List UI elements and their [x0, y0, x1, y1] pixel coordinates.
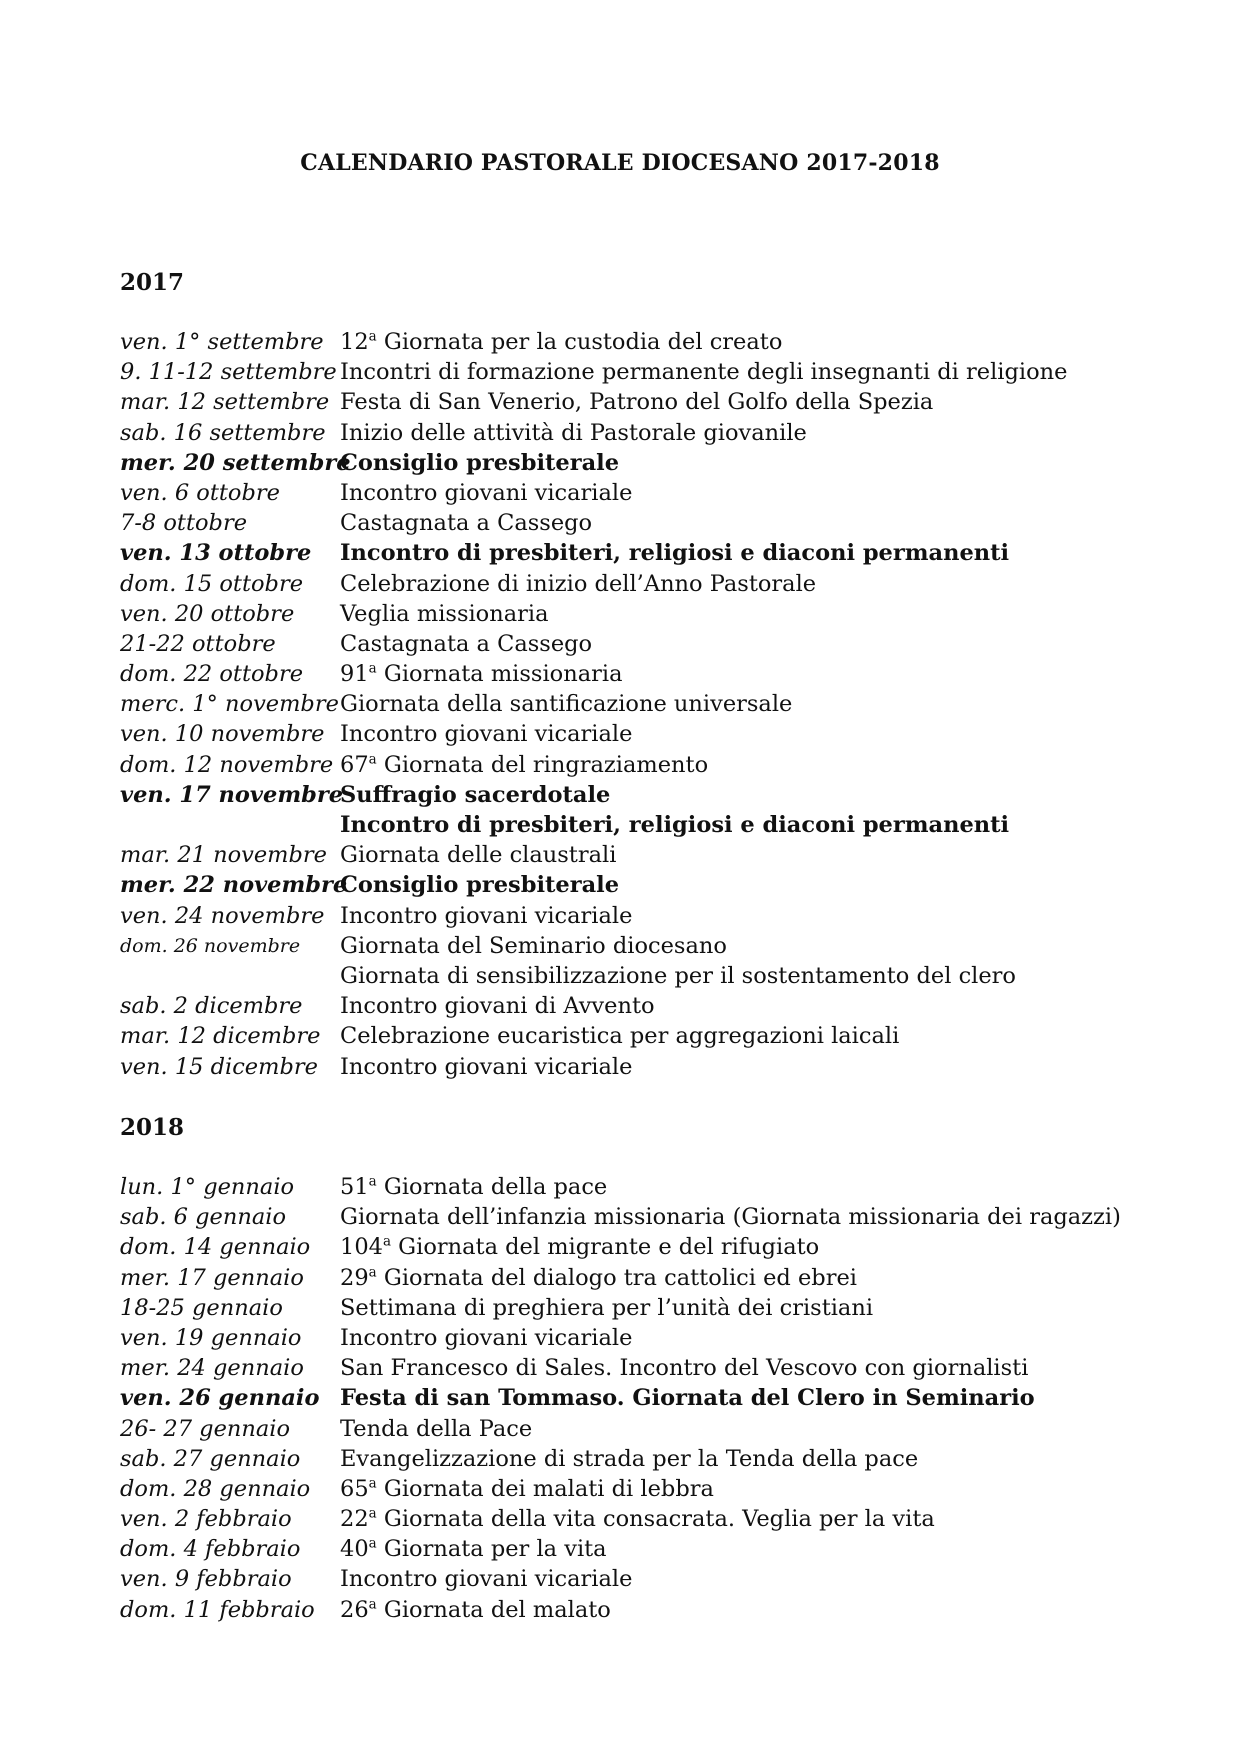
entry-date: merc. 1° novembre: [120, 691, 339, 718]
calendar-entry: [120, 1172, 1130, 1202]
calendar-entry: [120, 689, 1130, 719]
entry-date: dom. 11 febbraio: [120, 1596, 315, 1623]
calendar-entry: [120, 780, 1130, 810]
entry-ordinal-suffix: a: [382, 1233, 392, 1250]
calendar-entry: [120, 1232, 1130, 1262]
entry-date: ven. 24 novembre: [120, 902, 325, 929]
entry-date: ven. 6 ottobre: [120, 479, 280, 506]
entry-event: [340, 659, 1130, 689]
entry-event-text: Celebrazione eucaristica per aggregazioni laicali: [340, 1023, 900, 1050]
entry-event: [340, 1263, 1130, 1293]
entry-date: dom. 28 gennaio: [120, 1475, 311, 1502]
entry-event-text: Incontro giovani di Avvento: [340, 993, 655, 1020]
entry-event-text: Giornata missionaria: [376, 661, 623, 688]
entry-event-text: Incontro di presbiteri, religiosi e diaconi permanenti: [340, 540, 1010, 567]
entry-date: 21-22 ottobre: [120, 630, 276, 657]
calendar-entry: [120, 327, 1130, 357]
entry-ordinal: 91: [340, 661, 369, 688]
entry-event: [340, 1504, 1130, 1534]
entry-date: sab. 6 gennaio: [120, 1204, 286, 1231]
entry-event-text: San Francesco di Sales. Incontro del Vescovo con giornalisti: [340, 1355, 1029, 1382]
entry-event: [340, 1293, 1130, 1323]
calendar-entry: [120, 1474, 1130, 1504]
entry-event: [340, 478, 1130, 508]
entry-ordinal: 12: [340, 329, 369, 355]
calendar-entry: [120, 659, 1130, 689]
calendar-entry: [120, 1564, 1130, 1594]
calendar-entry: [120, 991, 1130, 1021]
entry-event: [340, 780, 1130, 810]
calendar-entry: [120, 1202, 1130, 1232]
entry-event-text: Giornata della vita consacrata. Veglia per la vita: [376, 1506, 935, 1533]
calendar-entry: [120, 870, 1130, 900]
entry-event-text: Incontro giovani vicariale: [340, 1324, 633, 1351]
entry-date: dom. 15 ottobre: [120, 570, 304, 597]
entry-ordinal-suffix: a: [368, 1264, 377, 1281]
entry-date: dom. 4 febbraio: [120, 1536, 301, 1563]
entry-ordinal-suffix: a: [368, 328, 377, 345]
entry-event-text: Incontro di presbiteri, religiosi e diaconi permanenti: [340, 812, 1010, 838]
entry-date: mer. 24 gennaio: [120, 1355, 304, 1382]
year-section-2018: [120, 1113, 1130, 1625]
entry-date: ven. 20 ottobre: [120, 600, 295, 627]
calendar-list: [120, 1172, 1130, 1625]
calendar-entry: [120, 719, 1130, 749]
entry-date: mer. 22 novembre: [120, 872, 348, 899]
calendar-entry: [120, 508, 1130, 538]
calendar-entry: [120, 418, 1130, 448]
entry-event: [340, 538, 1130, 568]
calendar-entry: [120, 750, 1130, 780]
entry-event-text: Giornata del ringraziamento: [376, 751, 709, 778]
calendar-entry: [120, 1353, 1130, 1383]
entry-event-text: Festa di san Tommaso. Giornata del Clero in Seminario: [340, 1385, 1035, 1412]
entry-event-text: Evangelizzazione di strada per la Tenda della pace: [340, 1445, 919, 1472]
entry-event-text: Incontri di formazione permanente degli insegnanti di religione: [340, 359, 1068, 386]
entry-date: mar. 12 settembre: [120, 389, 330, 416]
entry-event: [340, 1232, 1130, 1262]
entry-event: [340, 689, 1130, 719]
entry-date: 18-25 gennaio: [120, 1294, 283, 1321]
entry-ordinal: 40: [340, 1536, 369, 1563]
entry-event: [340, 569, 1130, 599]
calendar-entry: [120, 478, 1130, 508]
entry-event: [340, 1595, 1130, 1625]
entry-event: [340, 870, 1130, 900]
entry-ordinal: 104: [340, 1234, 383, 1261]
year-heading: 2017: [120, 269, 185, 296]
calendar-entry: [120, 569, 1130, 599]
entry-date: ven. 13 ottobre: [120, 540, 312, 567]
entry-ordinal: 67: [340, 751, 369, 778]
entry-date: [120, 810, 340, 840]
entry-event: [340, 327, 1130, 357]
entry-ordinal-suffix: a: [368, 751, 377, 768]
entry-event: [340, 750, 1130, 780]
entry-date: [120, 961, 340, 991]
entry-date: dom. 14 gennaio: [120, 1234, 311, 1261]
entry-event: [340, 1323, 1130, 1353]
entry-event: [340, 1444, 1130, 1474]
entry-event: [340, 1172, 1130, 1202]
entry-event-text: Giornata del malato: [376, 1596, 611, 1623]
entry-event-text: Celebrazione di inizio dell’Anno Pastorale: [340, 570, 817, 597]
entry-event: [340, 961, 1130, 991]
calendar-entry: [120, 1534, 1130, 1564]
entry-date: ven. 9 febbraio: [120, 1566, 292, 1593]
entry-date: ven. 10 novembre: [120, 721, 325, 748]
calendar-entry: [120, 357, 1130, 387]
calendar-entry: [120, 931, 1130, 961]
entry-date: ven. 15 dicembre: [120, 1053, 318, 1080]
year-heading: 2018: [120, 1114, 185, 1141]
calendar-entry: [120, 629, 1130, 659]
entry-event: [340, 1414, 1130, 1444]
entry-event: [340, 1564, 1130, 1594]
calendar-entry: [120, 840, 1130, 870]
entry-event-text: Giornata dei malati di lebbra: [376, 1475, 714, 1502]
entry-date: mer. 20 settembre: [120, 449, 351, 476]
entry-event-text: Suffragio sacerdotale: [340, 781, 611, 808]
calendar-entry: [120, 1414, 1130, 1444]
entry-event-text: Giornata per la vita: [376, 1536, 607, 1563]
entry-event: [340, 991, 1130, 1021]
calendar-entry: [120, 810, 1130, 840]
calendar-entry: [120, 448, 1130, 478]
entry-event: [340, 387, 1130, 417]
entry-ordinal-suffix: a: [368, 1475, 377, 1492]
entry-ordinal: 26: [340, 1596, 369, 1623]
entry-event-text: Giornata per la custodia del creato: [376, 329, 783, 355]
entry-event: [340, 418, 1130, 448]
calendar-entry: [120, 1323, 1130, 1353]
entry-date: mar. 21 novembre: [120, 842, 327, 869]
entry-ordinal: 51: [340, 1174, 369, 1200]
calendar-entry: [120, 1444, 1130, 1474]
calendar-entry: [120, 901, 1130, 931]
entry-event-text: Festa di San Venerio, Patrono del Golfo della Spezia: [340, 389, 934, 416]
calendar-entry: [120, 1021, 1130, 1051]
entry-date: ven. 26 gennaio: [120, 1385, 320, 1412]
entry-event: [340, 901, 1130, 931]
calendar-entry: [120, 1052, 1130, 1082]
entry-event-text: Giornata della santificazione universale: [340, 691, 793, 718]
entry-ordinal-suffix: a: [368, 1505, 377, 1522]
entry-event-text: Inizio delle attività di Pastorale giovanile: [340, 419, 807, 446]
entry-ordinal-suffix: a: [368, 660, 377, 677]
entry-event-text: Giornata della pace: [376, 1174, 608, 1200]
entry-event-text: Incontro giovani vicariale: [340, 721, 633, 748]
entry-event: [340, 1353, 1130, 1383]
calendar-entry: [120, 1595, 1130, 1625]
calendar-entry: [120, 961, 1130, 991]
calendar-list: [120, 327, 1130, 1082]
entry-date: 7-8 ottobre: [120, 510, 248, 537]
entry-date: mar. 12 dicembre: [120, 1023, 321, 1050]
document-title: CALENDARIO PASTORALE DIOCESANO 2017-2018: [300, 150, 940, 176]
entry-date: ven. 1° settembre: [120, 329, 324, 355]
entry-date: sab. 16 settembre: [120, 419, 326, 446]
entry-event: [340, 1383, 1130, 1413]
entry-event-text: Incontro giovani vicariale: [340, 1566, 633, 1593]
calendar-entry: [120, 1263, 1130, 1293]
entry-ordinal: 65: [340, 1475, 369, 1502]
entry-event: [340, 931, 1130, 961]
entry-date: sab. 27 gennaio: [120, 1445, 301, 1472]
entry-event-text: Giornata dell’infanzia missionaria (Giornata missionaria dei ragazzi): [340, 1204, 1121, 1231]
entry-event-text: Giornata delle claustrali: [340, 842, 617, 869]
entry-event: [340, 1202, 1130, 1232]
entry-ordinal: 22: [340, 1506, 369, 1533]
entry-event: [340, 1052, 1130, 1082]
entry-date: ven. 19 gennaio: [120, 1324, 302, 1351]
entry-ordinal: 29: [340, 1264, 369, 1291]
entry-event: [340, 719, 1130, 749]
entry-event-text: Castagnata a Cassego: [340, 630, 593, 657]
entry-event: [340, 508, 1130, 538]
calendar-entry: [120, 387, 1130, 417]
entry-event-text: Giornata del migrante e del rifugiato: [391, 1234, 820, 1261]
entry-event-text: Incontro giovani vicariale: [340, 1053, 633, 1080]
entry-date: ven. 17 novembre: [120, 781, 344, 808]
entry-date: dom. 22 ottobre: [120, 661, 304, 688]
entry-event: [340, 357, 1130, 387]
entry-event-text: Incontro giovani vicariale: [340, 479, 633, 506]
entry-event-text: Tenda della Pace: [340, 1415, 533, 1442]
calendar-entry: [120, 1383, 1130, 1413]
entry-event: [340, 840, 1130, 870]
calendar-entry: [120, 1504, 1130, 1534]
entry-event-text: Veglia missionaria: [340, 600, 549, 627]
entry-event: [340, 448, 1130, 478]
entry-date: sab. 2 dicembre: [120, 993, 303, 1020]
calendar-entry: [120, 1293, 1130, 1323]
entry-date: dom. 12 novembre: [120, 751, 334, 778]
entry-event: [340, 629, 1130, 659]
entry-event-text: Castagnata a Cassego: [340, 510, 593, 537]
entry-event-text: Giornata del Seminario diocesano: [340, 932, 727, 959]
entry-event-text: Settimana di preghiera per l’unità dei cristiani: [340, 1294, 874, 1321]
entry-ordinal-suffix: a: [368, 1535, 377, 1552]
entry-event: [340, 599, 1130, 629]
entry-event-text: Consiglio presbiterale: [340, 449, 620, 476]
entry-event-text: Giornata di sensibilizzazione per il sostentamento del clero: [340, 962, 1016, 989]
entry-date: dom. 26 novembre: [120, 934, 301, 957]
entry-ordinal-suffix: a: [368, 1173, 377, 1190]
entry-date: 26- 27 gennaio: [120, 1415, 291, 1442]
calendar-entry: [120, 538, 1130, 568]
entry-event: [340, 1474, 1130, 1504]
entry-event: [340, 810, 1130, 840]
year-section-2017: [120, 268, 1130, 1082]
entry-date: ven. 2 febbraio: [120, 1506, 292, 1533]
entry-event: [340, 1534, 1130, 1564]
entry-event-text: Giornata del dialogo tra cattolici ed ebrei: [376, 1264, 857, 1291]
calendar-entry: [120, 599, 1130, 629]
entry-event: [340, 1021, 1130, 1051]
entry-event-text: Incontro giovani vicariale: [340, 902, 633, 929]
entry-date: mer. 17 gennaio: [120, 1264, 304, 1291]
entry-event-text: Consiglio presbiterale: [340, 872, 620, 899]
entry-date: 9. 11-12 settembre: [120, 359, 337, 386]
entry-ordinal-suffix: a: [368, 1596, 377, 1613]
entry-date: lun. 1° gennaio: [120, 1174, 295, 1200]
